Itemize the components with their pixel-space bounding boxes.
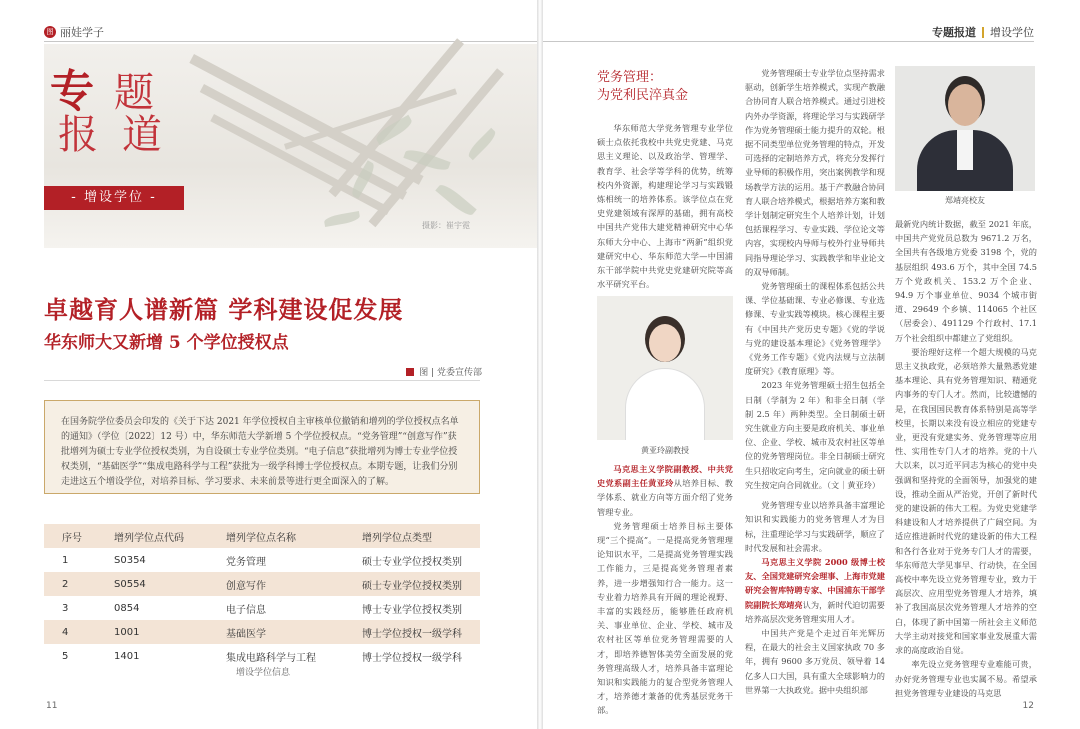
paragraph-tail: 认为，新时代迫切需要培养高层次党务管理实用人才。 [745,599,885,624]
table-cell: 基础医学 [208,620,344,644]
page-number-right: 12 [1022,701,1034,711]
paragraph: 党务管理硕士的课程体系包括公共课、学位基础课、专业必修课、专业选修课、专业实践等模块。核心课程主要有《中国共产党历史专题》《党的学说与党的建设基本理论》《党务管理学》《党务工作专题》《党内法规与立法制度研究》《教育原理》等。 [745,281,885,377]
source-text: 图 | 党委宣传部 [419,368,482,378]
badge-char-3: 报 [58,112,98,158]
table-cell: 4 [44,620,96,644]
column-1-top [597,121,733,289]
header-rule [540,41,1034,42]
intro-panel: 在国务院学位委员会印发的《关于下达 2021 年学位授权自主审核单位撤销和增列的学位授权点名单的通知》（学位〔2022〕12 号）中，华东师范大学新增 5 个学位授权点。“党务管理”“创意写作”获批增列为硕士专业学位授权类别，为自设硕士专业学位类别。“电子信息”获批增列为博士专业学位授权类别，“基础医学”“集成电路科学与工程”获批为一级学科博士学位授权点。本期专题，让我们分别走进这五个增设学位，对培养目标、学习要求、未来前景等进行更全面深入的了解。 [44,400,480,494]
paragraph: 中国共产党是个走过百年光辉历程，在最大的社会主义国家执政 70 多年，拥有 9600 多万党员、领导着 14 亿多人口大国，具有重大全球影响力的世界第一大执政党。据中央组织部 [745,627,885,695]
table-header: 序号 [44,524,96,548]
table-header: 增列学位点类型 [344,524,480,548]
header-rule [44,41,538,42]
shirt-collar-shape [957,130,973,170]
column-1-bottom [597,462,733,716]
table-cell: 5 [62,650,69,662]
badge-tag: - 增设学位 - [44,186,184,210]
magazine-name: 丽娃学子 [60,26,104,39]
table-header-row [44,524,480,548]
table-cell: 1401 [114,650,140,662]
section-name: 专题报道 [932,26,976,39]
paragraph [597,462,733,519]
paragraph: 党务管理硕士培养目标主要体现“三个提高”。一是提高党务管理理论知识水平，二是提高党务管理实践工作能力，三是提高党务管理者素养，进一步增强知行合一能力。这一专业着力培养具有开阔的理论视野、丰富的实践经历，能够胜任政府机关、事业单位、企业、学校、城市及农村社区等单位党务管理需要的人才，即培养德智体美劳全面发展的党务管理高级人才，培养具备丰富理论知识和实践能力的复合型党务管理人才，培养德才兼备的优秀基层党务干部。 [597,520,733,716]
special-report-badge [44,66,184,216]
table-cell: 博士专业学位授权类别 [362,604,462,616]
section-header [932,24,1034,40]
university-logo-icon: 图 [44,26,56,38]
paragraph: 最新党内统计数据，截至 2021 年底，中国共产党党员总数为 9671.2 万名，全国共有各级地方党委 3198 个，党的基层组织 493.6 万个，其中全国 74.5 万个党政机关、153.2 万个企业、94.9 万个事业单位、9034 个城市街道、29649 个乡镇、114065 个社区（居委会）、491129 个行政村、17.1 万个社会组织中都建立了党组织。 [895,219,1037,343]
face-shape [649,324,681,362]
section-title-line-2: 为党利民淬真金 [597,88,689,103]
page-number-left: 11 [46,701,58,711]
table-cell: 党务管理 [226,556,266,568]
photo-credit: 摄影：崔宇霓 [422,221,470,230]
section-title [597,69,688,105]
paragraph: 2023 年党务管理硕士招生包括全日制（学制为 2 年）和非全日制（学制 2.5 年）两种类型。全日制硕士研究生就业方向主要是政府机关、事业单位、企业、学校、城市及农村社区等单位的党务管理岗位。非全日制硕士研究生只招收定向考生，定向就业的硕士研究生按定向合同就业。（文｜黄亚玲） [745,380,885,490]
table-cell: 硕士专业学位授权类别 [362,556,462,568]
column-2 [745,66,885,695]
portrait-huang [597,296,733,462]
table-cell: S0554 [96,572,208,596]
table-cell: 博士学位授权一级学科 [344,620,480,644]
title-rule [44,380,480,381]
badge-char-2: 题 [114,70,154,116]
source-credit [406,365,482,378]
portrait-zheng [895,66,1035,211]
highlight-name: 马克思主义学院 2000 级博士校友、全国党建研究会理事、上海市党建研究会智库特聘专家、中国浦东干部学院副院长郑靖亮 [745,556,885,610]
table-row [44,548,480,572]
paragraph [745,555,885,626]
square-bullet-icon [406,368,414,376]
paragraph-tail: 从培养目标、教学体系、就业方向等方面介绍了党务管理专业。 [597,478,733,517]
table-row [44,620,480,644]
table-cell: 2 [44,572,96,596]
magazine-header [44,24,104,40]
paragraph: 华东师范大学党务管理专业学位硕士点依托我校中共党史党建、马克思主义理论、以及政治学、管理学、教育学、社会学等学科的优势，统筹校内外资源，构建理论学习与实践锻炼相统一的培养体系。该学位点在党史党建领域有深厚的基础，拥有高校中国共产党伟大建党精神研究中心华东师大分中心、上海市“两新”组织党建研究中心、华东师范大学—中国浦东干部学院中共党史党建研究院等高水平研究平台。 [597,123,733,290]
table-cell: 集成电路科学与工程 [226,652,316,664]
paragraph: 率先设立党务管理专业难能可贵，办好党务管理专业也实属不易。希望承担党务管理专业建设的马克思 [895,659,1037,698]
degree-table [44,524,480,668]
paragraph: 党务管理硕士专业学位点坚持需求驱动，创新学生培养模式，实现产教融合协同育人联合培养模式。通过引进校内外办学资源，将理论学习与实践研学作为党务管理硕士能力提升的双轮。根据不同类型单位党务管理的特点，开发可选择的定制培养方式，将充分发挥行业导师的积极作用，突出案例教学和现场教学方法的运用。基于产教融合协同育人联合培养模式，根据培养方案和教学计划制定研究生个人培养计划，计划包括课程学习、专业实践、学位论文等内容，实现校内导师与校外行业导师共同指导理论学习、实践教学和毕业论文的双导师制。 [745,68,885,277]
paragraph: 要治理好这样一个超大规模的马克思主义执政党，必须培养大量熟悉党建基本理论、具有党务管理知识、精通党内事务的专门人才。然而，比较遗憾的是，在我国国民教育体系特别是高等学校里，长期以来没有设立相应的党建专业，更没有党建实务、党务管理等应用性、实用性专门人才的培养。党的十八大以来，以习近平同志为核心的党中央强调和坚持党的全面领导，加强党的建设，推动全面从严治党，开创了新时代党的建设新的伟大工程。为党史党建学科建设和人才培养提供了广阔空间。为适应推进新时代党的建设新的伟大工程和各行各业对于党务专门人才的需要，华东师范大学见事早、行动快，在全国高校中率先设立党务管理专业，致力于高层次、应用型党务管理人才培养，填补了我国高层次党务管理人才培养的空白，体现了新中国第一所社会主义师范大学主动对接党和国家事业发展重大需求的高度政治自觉。 [895,346,1037,656]
table-cell: 创意写作 [208,572,344,596]
section-title-line-1: 党务管理： [597,70,663,85]
table-header: 增列学位点名称 [208,524,344,548]
table-cell: S0354 [114,554,146,566]
face-shape [948,84,982,126]
table-cell: 1 [62,554,69,566]
photo-caption: 郑靖亮校友 [895,191,1035,211]
table-cell: 电子信息 [226,604,266,616]
photo-caption: 黄亚玲副教授 [597,440,733,462]
table-row [44,572,480,596]
table-caption: 增设学位信息 [236,668,291,678]
book-spine [537,0,543,729]
badge-char-4: 道 [122,112,162,158]
table-cell: 3 [62,602,69,614]
header-divider [982,27,984,38]
highlight-name: 马克思主义学院副教授、中共党史党系副主任黄亚玲 [597,464,733,489]
article-subtitle: 华东师大又新增 5 个学位授权点 [44,333,289,353]
shirt-shape [625,368,705,442]
table-cell: 0854 [114,602,140,614]
paragraph: 党务管理专业以培养具备丰富理论知识和实践能力的党务管理人才为目标，注重理论学习与实践研学，顺应了时代发展和社会需求。 [745,500,885,553]
table-row [44,596,480,620]
table-cell: 1001 [96,620,208,644]
table-cell: 硕士专业学位授权类别 [344,572,480,596]
column-3 [895,217,1037,698]
table-header: 增列学位点代码 [96,524,208,548]
badge-char-1: 专 [50,66,92,117]
article-title: 卓越育人谱新篇 学科建设促发展 [44,295,404,324]
right-page [540,0,1080,729]
table-cell: 博士学位授权一级学科 [362,652,462,664]
topic-name: 增设学位 [990,26,1034,39]
